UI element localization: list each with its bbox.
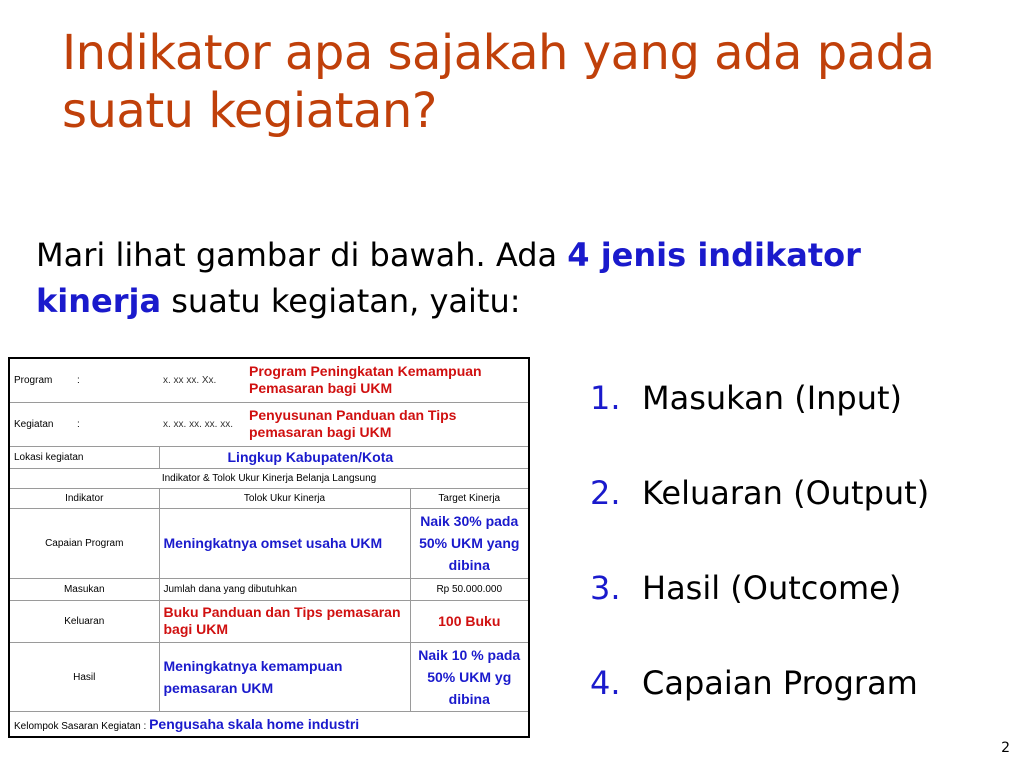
table-row-program [9, 358, 529, 402]
header-target: Target Kinerja [410, 489, 529, 509]
target-cell: Naik 30% pada 50% UKM yang dibina [410, 509, 529, 578]
indikator-cell: Capaian Program [9, 509, 159, 578]
intro-text [36, 232, 996, 324]
header-tolok-ukur: Tolok Ukur Kinerja [159, 489, 410, 509]
table-row [9, 600, 529, 642]
table-row-kegiatan [9, 402, 529, 446]
table-row-section-header [9, 469, 529, 489]
list-item [590, 376, 1010, 471]
list-item [590, 566, 1010, 661]
indikator-cell: Hasil [9, 642, 159, 711]
intro-before: Mari lihat gambar di bawah. Ada [36, 236, 568, 274]
tolok-ukur-cell: Buku Panduan dan Tips pemasaran bagi UKM [159, 600, 410, 642]
tolok-ukur-cell: Meningkatnya kemampuan pemasaran UKM [159, 642, 410, 711]
kegiatan-colon: : [75, 402, 159, 446]
table-row [9, 642, 529, 711]
sasaran-value: Pengusaha skala home industri [149, 715, 360, 732]
list-item-text: Keluaran (Output) [642, 474, 930, 512]
program-label: Program [9, 358, 75, 402]
table-row [9, 578, 529, 600]
sasaran-cell [9, 712, 529, 737]
list-item [590, 471, 1010, 566]
indikator-cell: Keluaran [9, 600, 159, 642]
lokasi-label: Lokasi kegiatan [9, 446, 159, 468]
intro-after: suatu kegiatan, yaitu: [161, 282, 521, 320]
program-value: Program Peningkatan Kemampuan Pemasaran bagi UKM [245, 358, 529, 402]
list-item-number: 3. [590, 569, 621, 607]
table-row [9, 509, 529, 578]
kegiatan-value: Penyusunan Panduan dan Tips pemasaran bagi UKM [245, 402, 529, 446]
program-code: x. xx xx. Xx. [159, 358, 245, 402]
table-row-lokasi [9, 446, 529, 468]
section-header: Indikator & Tolok Ukur Kinerja Belanja Langsung [9, 469, 529, 489]
target-cell: Naik 10 % pada 50% UKM yg dibina [410, 642, 529, 711]
kegiatan-code: x. xx. xx. xx. xx. [159, 402, 245, 446]
list-item-number: 2. [590, 474, 621, 512]
list-item-number: 1. [590, 379, 621, 417]
sasaran-label: Kelompok Sasaran Kegiatan : [14, 720, 147, 732]
table-row-sasaran [9, 712, 529, 737]
table-row-headers [9, 489, 529, 509]
list-item [590, 661, 1010, 756]
program-colon: : [75, 358, 159, 402]
lokasi-value: Lingkup Kabupaten/Kota [159, 446, 529, 468]
intro-highlight: 4 jenis indikator kinerja [36, 236, 861, 320]
indicator-list [590, 376, 1010, 756]
list-item-text: Masukan (Input) [642, 379, 903, 417]
tolok-ukur-cell: Meningkatnya omset usaha UKM [159, 509, 410, 578]
list-item-text: Hasil (Outcome) [642, 569, 902, 607]
header-indikator: Indikator [9, 489, 159, 509]
indikator-cell: Masukan [9, 578, 159, 600]
target-cell: 100 Buku [410, 600, 529, 642]
indicator-table [8, 357, 530, 738]
kegiatan-label: Kegiatan [9, 402, 75, 446]
page-number: 2 [1001, 740, 1010, 756]
slide-title: Indikator apa sajakah yang ada pada suatu kegiatan? [62, 25, 935, 139]
list-item-text: Capaian Program [642, 664, 918, 702]
target-cell: Rp 50.000.000 [410, 578, 529, 600]
list-item-number: 4. [590, 664, 621, 702]
tolok-ukur-cell: Jumlah dana yang dibutuhkan [159, 578, 410, 600]
